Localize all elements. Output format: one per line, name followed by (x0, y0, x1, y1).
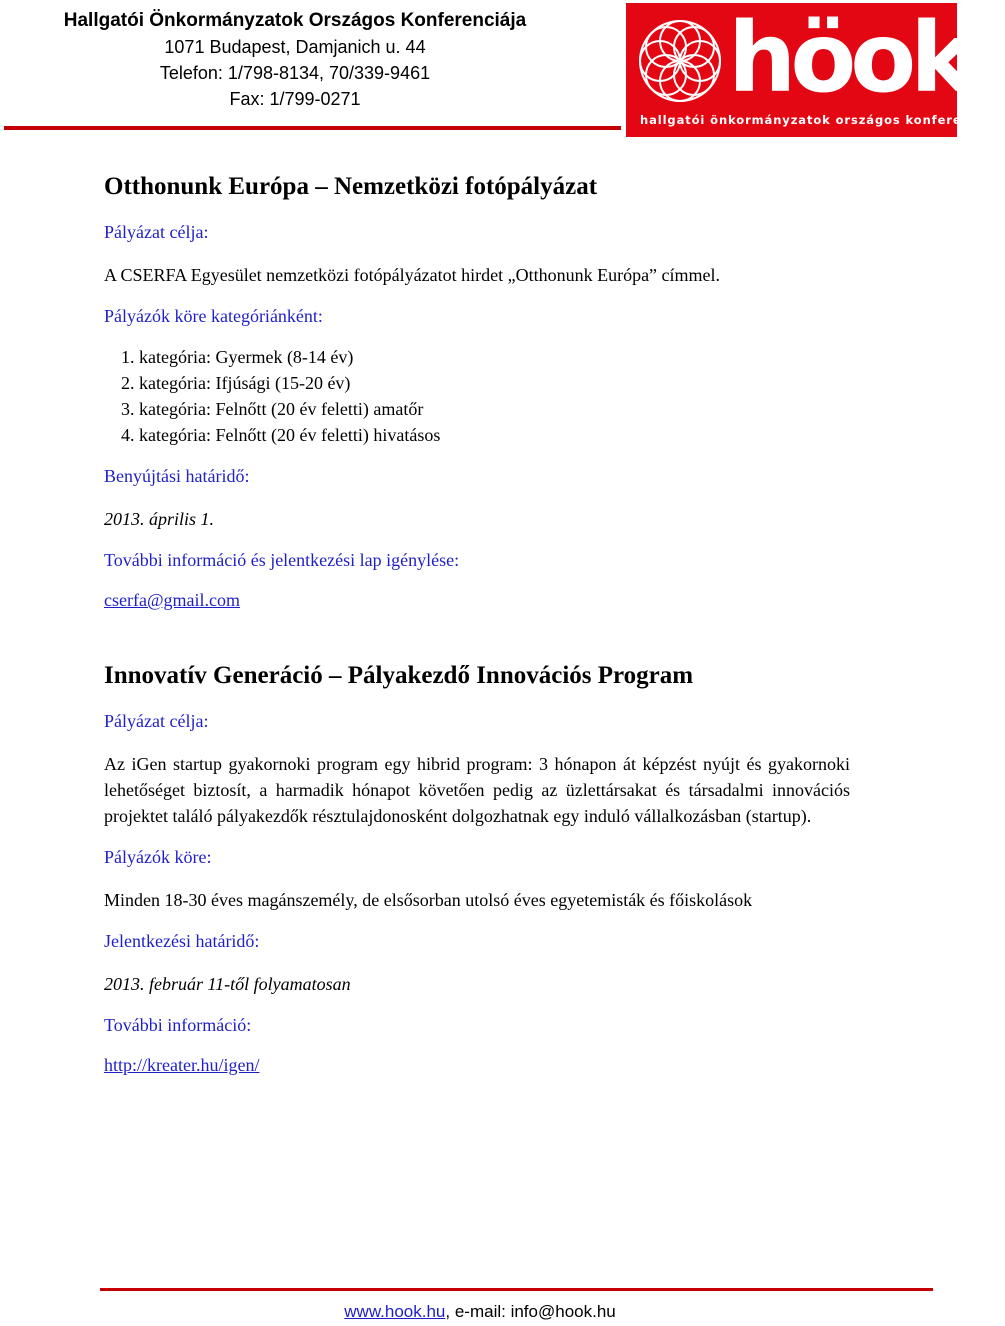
section2-info-label: További információ: (104, 1015, 252, 1035)
section1-deadline: 2013. április 1. (104, 509, 215, 529)
section1-deadline-label: Benyújtási határidő: (104, 466, 250, 486)
logo-tagline: hallgatói önkormányzatok országos konferenciája (640, 113, 1005, 127)
org-phone: Telefon: 1/798-8134, 70/339-9461 (159, 63, 431, 83)
org-fax: Fax: 1/799-0271 (229, 89, 361, 109)
letterhead (0, 8, 590, 112)
section2-goal-label: Pályázat célja: (104, 711, 209, 731)
category-list (104, 344, 850, 448)
list-item: 4. kategória: Felnőtt (20 év feletti) hivatásos (139, 422, 850, 448)
list-item: 3. kategória: Felnőtt (20 év feletti) amatőr (139, 396, 850, 422)
org-address: 1071 Budapest, Damjanich u. 44 (164, 37, 426, 57)
section1-info-label: További információ és jelentkezési lap igénylése: (104, 550, 460, 570)
header-divider (4, 126, 621, 130)
footer-divider (100, 1288, 933, 1291)
document-body (104, 170, 850, 1076)
section2-applicants-label: Pályázók köre: (104, 847, 212, 867)
section1-email-link[interactable]: cserfa@gmail.com (104, 590, 241, 610)
section1-goal-label: Pályázat célja: (104, 222, 209, 242)
section2-url-link[interactable]: http://kreater.hu/igen/ (104, 1055, 260, 1075)
rosette-icon (636, 17, 724, 105)
section2-title: Innovatív Generáció – Pályakezdő Innovációs Program (104, 662, 694, 689)
hook-logo (626, 2, 1005, 137)
section2-deadline-label: Jelentkezési határidő: (104, 931, 260, 951)
section2-deadline: 2013. február 11-től folyamatosan (104, 974, 351, 994)
org-name: Hallgatói Önkormányzatok Országos Konferenciája (63, 10, 527, 31)
list-item: 2. kategória: Ifjúsági (15-20 év) (139, 370, 850, 396)
section1-title: Otthonunk Európa – Nemzetközi fotópályázat (104, 173, 598, 200)
section1-categories-label: Pályázók köre kategóriánként: (104, 306, 323, 326)
section2-applicants-text: Minden 18-30 éves magánszemély, de elsősorban utolsó éves egyetemisták és főiskolások (104, 890, 753, 910)
footer-email: , e-mail: info@hook.hu (445, 1302, 616, 1321)
section1-goal-text: A CSERFA Egyesület nemzetközi fotópályázatot hirdet „Otthonunk Európa” címmel. (104, 265, 721, 285)
footer (0, 1302, 960, 1322)
section2-goal-text: Az iGen startup gyakornoki program egy hibrid program: 3 hónapon át képzést nyújt és gyakornoki lehetőséget biztosít, a harmadik hónapot követően pedig az üzlettársakat és társadalmi innovációs projektet találó pályakezdők résztulajdonosként dolgozhatnak egy induló vállalkozásban (startup). (104, 754, 850, 826)
logo-wordmark: höok (728, 2, 969, 114)
footer-website-link[interactable]: www.hook.hu (344, 1302, 446, 1321)
list-item: 1. kategória: Gyermek (8-14 év) (139, 344, 850, 370)
